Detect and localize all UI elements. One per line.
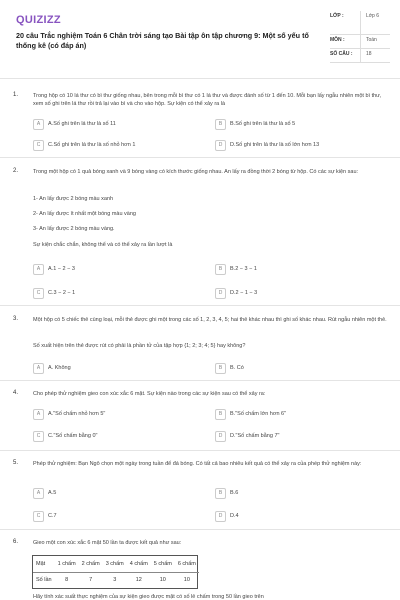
table-row — [33, 572, 199, 588]
option-text: A.1 − 2 − 3 — [48, 266, 75, 272]
table-cell: Mặt — [33, 556, 55, 572]
option-a[interactable] — [33, 409, 208, 420]
table-header-row — [33, 556, 199, 572]
question-text: Cho phép thử nghiệm gieo con xúc xắc 6 mặt. Sự kiện nào trong các sự kiện sau có thể xảy ra: — [33, 391, 266, 397]
table-cell: 4 chấm — [127, 556, 151, 572]
header-divider — [0, 78, 400, 79]
option-letter: B — [215, 488, 226, 499]
option-text: C.7 — [48, 513, 57, 519]
option-b[interactable] — [215, 119, 390, 130]
option-text: B.2 − 3 − 1 — [230, 266, 257, 272]
option-letter: A — [33, 409, 44, 420]
table-cell: 3 — [113, 577, 117, 584]
question-6-prompt: Hãy tính xác suất thực nghiệm của sự kiện gieo được mặt có số lẻ chấm trong 50 lần gieo trên — [33, 594, 264, 600]
question-number: 3. — [13, 316, 19, 322]
option-text: D."Số chấm bằng 7" — [230, 433, 280, 439]
question-divider — [0, 157, 400, 158]
table-cell: 5 chấm — [151, 556, 175, 572]
option-letter: C — [33, 288, 44, 299]
option-letter: A — [33, 119, 44, 130]
option-text: C.3 − 2 − 1 — [48, 290, 76, 296]
meta-row-mon — [330, 35, 390, 49]
option-letter: D — [215, 511, 226, 522]
meta-socau-value: 18 — [366, 51, 372, 57]
worksheet-meta — [330, 11, 390, 63]
option-a[interactable] — [33, 363, 208, 374]
option-d[interactable] — [215, 431, 390, 442]
meta-mon-value: Toán — [366, 37, 377, 43]
question-text: Trong một hộp có 1 quả bóng xanh và 9 bóng vàng có kích thước giống nhau. An lấy ra đồng thời 2 bóng từ hộp. Có các sự kiện sau: — [33, 169, 359, 175]
option-text: D.2 − 1 − 3 — [230, 290, 258, 296]
question-number: 4. — [13, 390, 19, 396]
option-b[interactable] — [215, 264, 390, 275]
table-cell: 3 chấm — [103, 556, 127, 572]
option-b[interactable] — [215, 409, 390, 420]
option-d[interactable] — [215, 288, 390, 299]
option-letter: C — [33, 140, 44, 151]
option-a[interactable] — [33, 264, 208, 275]
event-1: 1- An lấy được 2 bóng màu xanh — [33, 196, 114, 202]
question-divider — [0, 305, 400, 306]
event-3: 3- An lấy được 2 bóng màu vàng. — [33, 226, 115, 232]
frequency-table — [33, 556, 199, 588]
table-cell: 1 chấm — [55, 556, 79, 572]
option-c[interactable] — [33, 140, 208, 151]
question-text: Trong hộp có 10 lá thư có bì thư giống nhau, bên trong mỗi bì thư có 1 lá thư và được đánh số từ 1 đến 10. Mỗi bạn lấy ngẫu nhiên một bì thư, xem số ghi trên lá thư rồi trả lại vào bì và cho vào hộp. Sự kiện có thể xảy ra là — [33, 93, 382, 107]
question-prompt: Số xuất hiện trên thẻ được rút có phải là phần tử của tập hợp {1; 2; 3; 4; 5} hay không? — [33, 343, 246, 349]
option-a[interactable] — [33, 488, 208, 499]
meta-lop-value: Lớp 6 — [366, 13, 380, 19]
option-letter: B — [215, 119, 226, 130]
table-cell: 6 chấm — [175, 556, 199, 572]
option-letter: C — [33, 511, 44, 522]
table-cell: 10 — [183, 577, 190, 584]
option-d[interactable] — [215, 140, 390, 151]
option-text: A."Số chấm nhỏ hơn 5" — [48, 411, 106, 417]
question-text: Gieo một con xúc xắc 6 mặt 50 lần ta được kết quả như sau: — [33, 540, 182, 546]
option-text: B. Có — [230, 365, 244, 371]
event-2: 2- An lấy được ít nhất một bóng màu vàng — [33, 211, 136, 217]
meta-lop-label: LỚP : — [330, 13, 344, 19]
option-text: C.Số ghi trên lá thư là số nhỏ hơn 1 — [48, 142, 136, 148]
option-letter: D — [215, 288, 226, 299]
option-c[interactable] — [33, 288, 208, 299]
question-divider — [0, 529, 400, 530]
question-number: 1. — [13, 92, 19, 98]
option-text: B."Số chấm lớn hơn 6" — [230, 411, 287, 417]
table-cell: 8 — [65, 577, 69, 584]
question-divider — [0, 380, 400, 381]
option-letter: D — [215, 140, 226, 151]
option-letter: A — [33, 488, 44, 499]
option-text: C."Số chấm bằng 0" — [48, 433, 98, 439]
option-letter: B — [215, 409, 226, 420]
option-letter: C — [33, 431, 44, 442]
meta-row-socau — [330, 49, 390, 63]
table-cell: Số lần — [36, 577, 52, 584]
option-letter: B — [215, 264, 226, 275]
table-cell: 7 — [89, 577, 93, 584]
option-letter: A — [33, 363, 44, 374]
option-text: D.4 — [230, 513, 239, 519]
question-divider — [0, 450, 400, 451]
option-letter: B — [215, 363, 226, 374]
table-cell: 10 — [159, 577, 166, 584]
option-b[interactable] — [215, 363, 390, 374]
option-text: B.6 — [230, 490, 239, 496]
quizizz-logo: QUIZIZZ — [16, 14, 61, 26]
option-a[interactable] — [33, 119, 208, 130]
option-text: A.5 — [48, 490, 57, 496]
table-cell: 2 chấm — [79, 556, 103, 572]
option-c[interactable] — [33, 431, 208, 442]
question-text: Phép thử nghiệm: Bạn Ngô chọn một ngày trong tuần để đá bóng. Có tất cả bao nhiêu kết quả có thể xảy ra của phép thử nghiệm này: — [33, 461, 362, 467]
option-letter: D — [215, 431, 226, 442]
option-text: A. Không — [48, 365, 71, 371]
question-number: 2. — [13, 168, 19, 174]
table-cell: 12 — [135, 577, 142, 584]
option-b[interactable] — [215, 488, 390, 499]
worksheet-title: 20 câu Trắc nghiệm Toán 6 Chân trời sáng tạo Bài tập ôn tập chương 9: Một số yếu tố thống kê (có đáp án) — [16, 31, 309, 50]
option-d[interactable] — [215, 511, 390, 522]
question-text: Một hộp có 5 chiếc thẻ cùng loại, mỗi thẻ được ghi một trong các số 1, 2, 3, 4, 5; hai thẻ khác nhau thì ghi số khác nhau. Rút ngẫu nhiên một thẻ. — [33, 317, 387, 323]
option-c[interactable] — [33, 511, 208, 522]
question-number: 5. — [13, 460, 19, 466]
meta-mon-label: MÔN : — [330, 37, 345, 43]
option-text: A.Số ghi trên lá thư là số 11 — [48, 121, 116, 127]
option-text: B.Số ghi trên lá thư là số 5 — [230, 121, 296, 127]
meta-row-lop — [330, 11, 390, 35]
meta-socau-label: SỐ CÂU : — [330, 51, 353, 57]
option-text: D.Số ghi trên lá thư là số lớn hơn 13 — [230, 142, 320, 148]
question-prompt: Sự kiện chắc chắn, không thể và có thể xảy ra lần lượt là — [33, 242, 173, 248]
question-number: 6. — [13, 539, 19, 545]
option-letter: A — [33, 264, 44, 275]
